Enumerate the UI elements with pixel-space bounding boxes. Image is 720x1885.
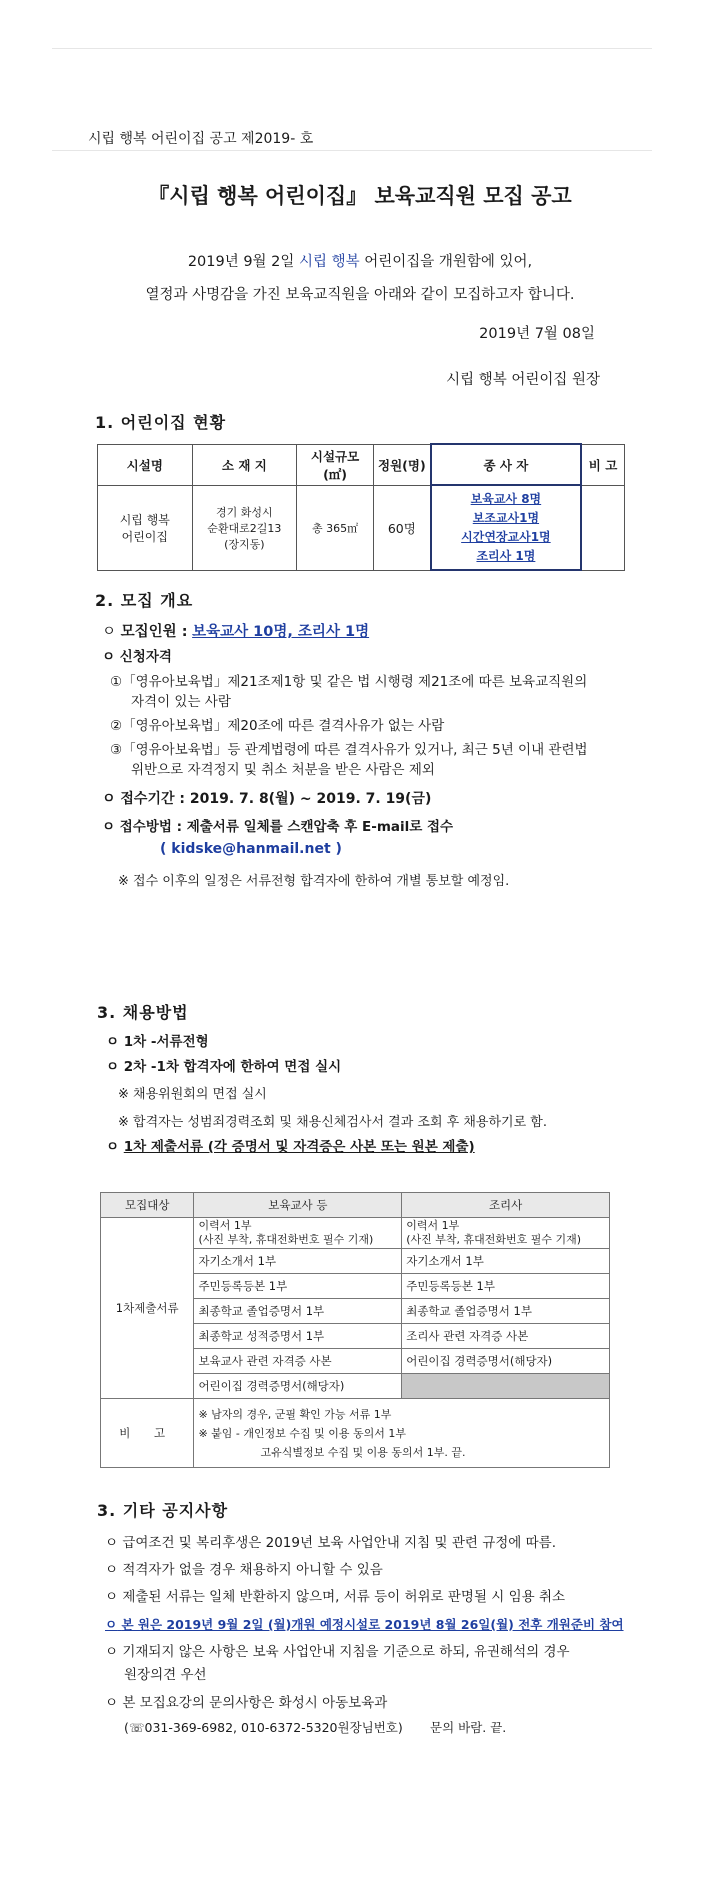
section2-title: 2. 모집 개요 bbox=[95, 591, 194, 610]
step1-line bbox=[106, 1033, 209, 1051]
notice-text-2: 적격자가 없을 경우 채용하지 아니할 수 있음 bbox=[122, 1562, 383, 1578]
recruit-value: 보육교사 10명, 조리사 1명 bbox=[192, 624, 370, 640]
bullet-icon: ㅇ bbox=[105, 1695, 119, 1711]
staff-teachers: 보육교사 8명 bbox=[470, 491, 542, 506]
notice-text-1: 급여조건 및 복리후생은 2019년 보육 사업안내 지침 및 관련 규정에 따름. bbox=[122, 1535, 557, 1551]
documents-table bbox=[100, 1192, 610, 1468]
row-label: 1차제출서류 bbox=[101, 1218, 194, 1399]
bullet-icon: ㅇ bbox=[105, 1644, 119, 1660]
intro-line2: 열정과 사명감을 가진 보육교직원을 아래와 같이 모집하고자 합니다. bbox=[145, 287, 575, 303]
doc-teacher-5: 최종학교 성적증명서 1부 bbox=[194, 1324, 402, 1349]
bullet-icon: ㅇ bbox=[105, 1535, 119, 1551]
qual-line bbox=[102, 648, 172, 666]
qual3-b: 위반으로 자격정지 및 취소 처분을 받은 사람은 제외 bbox=[131, 762, 435, 778]
th-teacher: 보육교사 등 bbox=[194, 1193, 402, 1218]
bullet-icon: ㅇ bbox=[102, 649, 116, 665]
doc-cook-7 bbox=[402, 1374, 610, 1399]
bullet-icon: ㅇ bbox=[106, 1034, 120, 1050]
doc-cook-5: 조리사 관련 자격증 사본 bbox=[402, 1324, 610, 1349]
doc-cook-3: 주민등록등본 1부 bbox=[402, 1274, 610, 1299]
docs-title-line bbox=[106, 1138, 475, 1156]
staff-assistant: 보조교사1명 bbox=[472, 510, 540, 525]
closing: 문의 바람. 끝. bbox=[430, 1720, 507, 1735]
notice-item-3 bbox=[105, 1588, 565, 1606]
intro-text-c: 어린이집을 개원함에 있어, bbox=[359, 254, 533, 270]
doc-cook-4: 최종학교 졸업증명서 1부 bbox=[402, 1299, 610, 1324]
th-capacity: 정원(명) bbox=[373, 444, 430, 485]
facility-capacity: 60명 bbox=[373, 485, 430, 570]
notice-number: 시립 행복 어린이집 공고 제2019- 호 bbox=[88, 131, 314, 147]
facility-remark bbox=[581, 485, 624, 570]
period-line bbox=[102, 788, 431, 808]
notice-text-4: 본 원은 2019년 9월 2일 (월)개원 예정시설로 2019년 8월 26일(월) 전후 개원준비 참여 bbox=[121, 1617, 624, 1632]
bullet-icon: ㅇ bbox=[106, 1139, 120, 1155]
doc-teacher-1: 이력서 1부 (사진 부착, 휴대전화번호 필수 기재) bbox=[194, 1218, 402, 1249]
staff-cell bbox=[431, 485, 581, 570]
contact: (☏031-369-6982, 010-6372-5320원장님번호) bbox=[124, 1720, 403, 1735]
facility-name: 시립 행복 어린이집 bbox=[98, 485, 193, 570]
doc-teacher-7: 어린이집 경력증명서(해당자) bbox=[194, 1374, 402, 1399]
step2: 2차 -1차 합격자에 한하여 면접 실시 bbox=[123, 1059, 342, 1075]
facility-size: 총 365㎡ bbox=[297, 485, 374, 570]
th-cook: 조리사 bbox=[402, 1193, 610, 1218]
notice-item-2 bbox=[105, 1561, 383, 1579]
facility-address: 경기 화성시 순환대로2길13 (장지동) bbox=[192, 485, 297, 570]
docs-title: 1차 제출서류 (각 증명서 및 자격증은 사본 또는 원본 제출) bbox=[123, 1139, 475, 1155]
section3-title: 3. 채용방법 bbox=[97, 1003, 189, 1022]
bullet-icon: ㅇ bbox=[102, 624, 117, 640]
notice-item-6 bbox=[105, 1694, 387, 1712]
intro-highlight: 시립 행복 bbox=[299, 254, 360, 270]
doc-teacher-2: 자기소개서 1부 bbox=[194, 1249, 402, 1274]
method-line bbox=[102, 815, 453, 835]
th-size: 시설규모(㎡) bbox=[297, 444, 374, 485]
method-note2: ※ 합격자는 성범죄경력조회 및 채용신체검사서 결과 조회 후 채용하기로 함. bbox=[118, 1115, 547, 1130]
email: ( kidske@hanmail.net ) bbox=[160, 841, 342, 857]
facility-table bbox=[97, 443, 625, 571]
qual-label: 신청자격 bbox=[119, 649, 172, 665]
method-note1: ※ 채용위원회의 면접 실시 bbox=[118, 1087, 267, 1102]
step2-line bbox=[106, 1058, 341, 1076]
th-staff: 종 사 자 bbox=[431, 444, 581, 485]
bullet-icon: ㅇ bbox=[106, 1059, 120, 1075]
notice-item-4 bbox=[105, 1615, 624, 1633]
bullet-icon: ㅇ bbox=[105, 1562, 119, 1578]
doc-cook-2: 자기소개서 1부 bbox=[402, 1249, 610, 1274]
recruit-label: 모집인원 : bbox=[120, 624, 188, 640]
signer: 시립 행복 어린이집 원장 bbox=[446, 372, 600, 388]
bullet-icon: ㅇ bbox=[105, 1617, 118, 1632]
remark1: ※ 남자의 경우, 군필 확인 가능 서류 1부 bbox=[198, 1407, 392, 1421]
notice-item-1 bbox=[105, 1534, 556, 1552]
th-facility: 시설명 bbox=[98, 444, 193, 485]
schedule-note: ※ 접수 이후의 일정은 서류전형 합격자에 한하여 개별 통보할 예정임. bbox=[118, 874, 510, 889]
notice-text-6: 본 모집요강의 문의사항은 화성시 아동보육과 bbox=[122, 1695, 388, 1711]
remark3: 고유식별정보 수집 및 이용 동의서 1부. 끝. bbox=[260, 1445, 466, 1459]
qual3-a: ③「영유아보육법」등 관계법령에 따른 결격사유가 있거나, 최근 5년 이내 관련법 bbox=[110, 742, 588, 758]
remark-label: 비 고 bbox=[101, 1399, 194, 1468]
doc-cook-6: 어린이집 경력증명서(해당자) bbox=[402, 1349, 610, 1374]
bullet-icon: ㅇ bbox=[102, 819, 116, 835]
th-address: 소 재 지 bbox=[192, 444, 297, 485]
period: 접수기간 : 2019. 7. 8(월) ~ 2019. 7. 19(금) bbox=[120, 791, 432, 807]
qual1-a: ①「영유아보육법」제21조제1항 및 같은 법 시행령 제21조에 따른 보육교직원의 bbox=[110, 674, 588, 690]
method: 접수방법 : 제출서류 일체를 스캔압축 후 E-mail로 접수 bbox=[119, 819, 454, 835]
doc-teacher-6: 보육교사 관련 자격증 사본 bbox=[194, 1349, 402, 1374]
intro-line1 bbox=[0, 250, 720, 271]
notice-text-5b: 원장의견 우선 bbox=[124, 1667, 207, 1683]
bullet-icon: ㅇ bbox=[102, 791, 116, 807]
notice-text-3: 제출된 서류는 일체 반환하지 않으며, 서류 등이 허위로 판명될 시 임용 취소 bbox=[122, 1589, 566, 1605]
th-remark: 비 고 bbox=[581, 444, 624, 485]
bullet-icon: ㅇ bbox=[105, 1589, 119, 1605]
staff-extended: 시간연장교사1명 bbox=[461, 529, 551, 544]
remark2: ※ 붙임 - 개인정보 수집 및 이용 동의서 1부 bbox=[198, 1426, 406, 1440]
page-title: 『시립 행복 어린이집』 보육교직원 모집 공고 bbox=[148, 184, 572, 208]
section1-title: 1. 어린이집 현황 bbox=[95, 413, 227, 432]
notice-item-5 bbox=[105, 1643, 570, 1661]
notice-date: 2019년 7월 08일 bbox=[479, 326, 595, 342]
staff-cook: 조리사 1명 bbox=[476, 548, 536, 563]
intro-text-a: 2019년 9월 2일 bbox=[187, 254, 300, 270]
th-target: 모집대상 bbox=[101, 1193, 194, 1218]
notice-text-5a: 기재되지 않은 사항은 보육 사업안내 지침을 기준으로 하되, 유권해석의 경우 bbox=[122, 1644, 570, 1660]
remark-cell bbox=[194, 1399, 610, 1468]
doc-teacher-3: 주민등록등본 1부 bbox=[194, 1274, 402, 1299]
section4-title: 3. 기타 공지사항 bbox=[97, 1501, 229, 1520]
doc-teacher-4: 최종학교 졸업증명서 1부 bbox=[194, 1299, 402, 1324]
doc-cook-1: 이력서 1부 (사진 부착, 휴대전화번호 필수 기재) bbox=[402, 1218, 610, 1249]
qual2: ②「영유아보육법」제20조에 따른 결격사유가 없는 사람 bbox=[110, 718, 445, 734]
qual1-b: 자격이 있는 사람 bbox=[131, 694, 231, 710]
recruit-line bbox=[102, 620, 369, 641]
step1: 1차 -서류전형 bbox=[123, 1034, 209, 1050]
